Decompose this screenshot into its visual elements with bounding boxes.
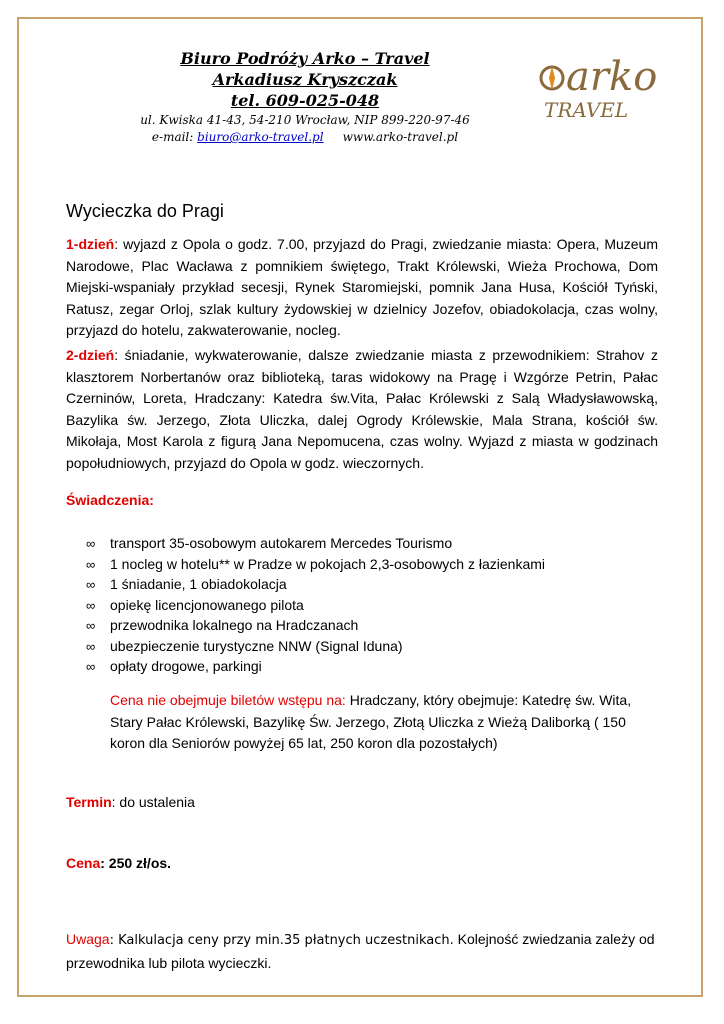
owner-name: Arkadiusz Kryszczak <box>212 70 398 89</box>
agency-header <box>0 48 610 145</box>
list-item: ∞ ubezpieczenie turystyczne NNW (Signal Iduna) <box>86 636 545 657</box>
email-label: e-mail: <box>151 130 194 144</box>
agency-name: Biuro Podróży Arko – Travel <box>180 49 430 68</box>
term-line <box>66 792 658 814</box>
contact-line <box>0 129 610 145</box>
services-heading: Świadczenia: <box>66 492 154 508</box>
day2-paragraph <box>66 345 658 474</box>
page-title: Wycieczka do Pragi <box>66 201 224 221</box>
email-link[interactable]: biuro@arko-travel.pl <box>197 130 324 144</box>
day1-text: : wyjazd z Opola o godz. 7.00, przyjazd do Pragi, zwiedzanie miasta: Opera, Muzeum Narodowe, Plac Wacława z pomnikiem świętego, Trakt Królewski, Wieża Prochowa, Dom Miejski-wspaniały przykład secesji, Rynek Staromiejski, pomnik Jana Husa, Kościół Tyński, Ratusz, zegar Orloj, szlak kultury żydowskiej w dzielnicy Jozefov, obiadokolacja, czas wolny, przyjazd do hotelu, zakwaterowanie, nocleg. <box>66 236 658 338</box>
infinity-bullet-icon: ∞ <box>86 638 96 654</box>
remark-paragraph <box>66 928 666 974</box>
term-label: Termin <box>66 794 112 810</box>
day2-text: : śniadanie, wykwaterowanie, dalsze zwiedzanie miasta z przewodnikiem: Strahov z klasztorem Norbertanów oraz biblioteką, taras widokowy na Pragę i Wzgórze Petrin, Pałac Czerninów, Loreta, Hradczany: Katedra św.Vita, Pałac Królewski z Salą Władysławowską, Bazylika św. Jerzego, Złota Uliczka, dalej Ogrody Królewskie, Mala Strana, kościół św. Mikołaja, Most Karola z figurą Jana Nepomucena, czas wolny. Wyjazd z miasta w godzinach popołudniowych, przyjazd do Opola w godz. wieczornych. <box>66 347 658 471</box>
day1-label: 1-dzień <box>66 236 115 252</box>
list-item: ∞ opłaty drogowe, parkingi <box>86 656 545 677</box>
services-list <box>86 533 545 677</box>
agency-address: ul. Kwiska 41-43, 54-210 Wrocław, NIP 899-220-97-46 <box>140 113 470 127</box>
not-included-text: Hradczany, który obejmuje: Katedrę św. Wita, Stary Pałac Królewski, Bazylikę Św. Jerzego, Złotą Uliczka z Wieżą Daliborką ( 150 koron dla Seniorów powyżej 65 lat, 250 koron dla pozostałych) <box>110 692 632 751</box>
list-item: ∞ opiekę licencjonowanego pilota <box>86 595 545 616</box>
arko-travel-logo <box>528 40 658 140</box>
day2-label: 2-dzień <box>66 347 115 363</box>
agency-phone: tel. 609-025-048 <box>230 91 380 110</box>
infinity-bullet-icon: ∞ <box>86 597 96 613</box>
price-text: : 250 zł/os. <box>100 855 172 871</box>
day1-paragraph <box>66 234 658 342</box>
logo-arko-text: arko <box>566 54 658 100</box>
not-included-note <box>110 690 660 755</box>
list-item: ∞ transport 35-osobowym autokarem Mercedes Tourismo <box>86 533 545 554</box>
logo-travel-text: TRAVEL <box>544 98 629 122</box>
compass-needle-icon <box>549 66 555 90</box>
price-line <box>66 853 658 875</box>
website-text: www.arko-travel.pl <box>342 130 459 144</box>
not-included-label: Cena nie obejmuje biletów wstępu na: <box>110 692 346 708</box>
price-label: Cena <box>66 855 101 871</box>
remark-label: Uwaga <box>66 931 110 947</box>
infinity-bullet-icon: ∞ <box>86 577 96 592</box>
term-text: : do ustalenia <box>111 794 195 810</box>
remark-text-1: : Kalkulacja ceny przy min.35 płatnych uczestnikach. <box>109 933 454 948</box>
infinity-bullet-icon: ∞ <box>86 556 96 572</box>
list-item: ∞ przewodnika lokalnego na Hradczanach <box>86 615 545 636</box>
list-item: ∞ 1 śniadanie, 1 obiadokolacja <box>86 574 545 595</box>
infinity-bullet-icon: ∞ <box>86 536 96 551</box>
infinity-bullet-icon: ∞ <box>86 618 96 633</box>
list-item: ∞ 1 nocleg w hotelu** w Pradze w pokojach 2,3-osobowych z łazienkami <box>86 554 545 575</box>
infinity-bullet-icon: ∞ <box>86 659 96 674</box>
remark-text-2: Kolejność zwiedzania zależy od przewodnika lub pilota wycieczki. <box>66 931 655 971</box>
